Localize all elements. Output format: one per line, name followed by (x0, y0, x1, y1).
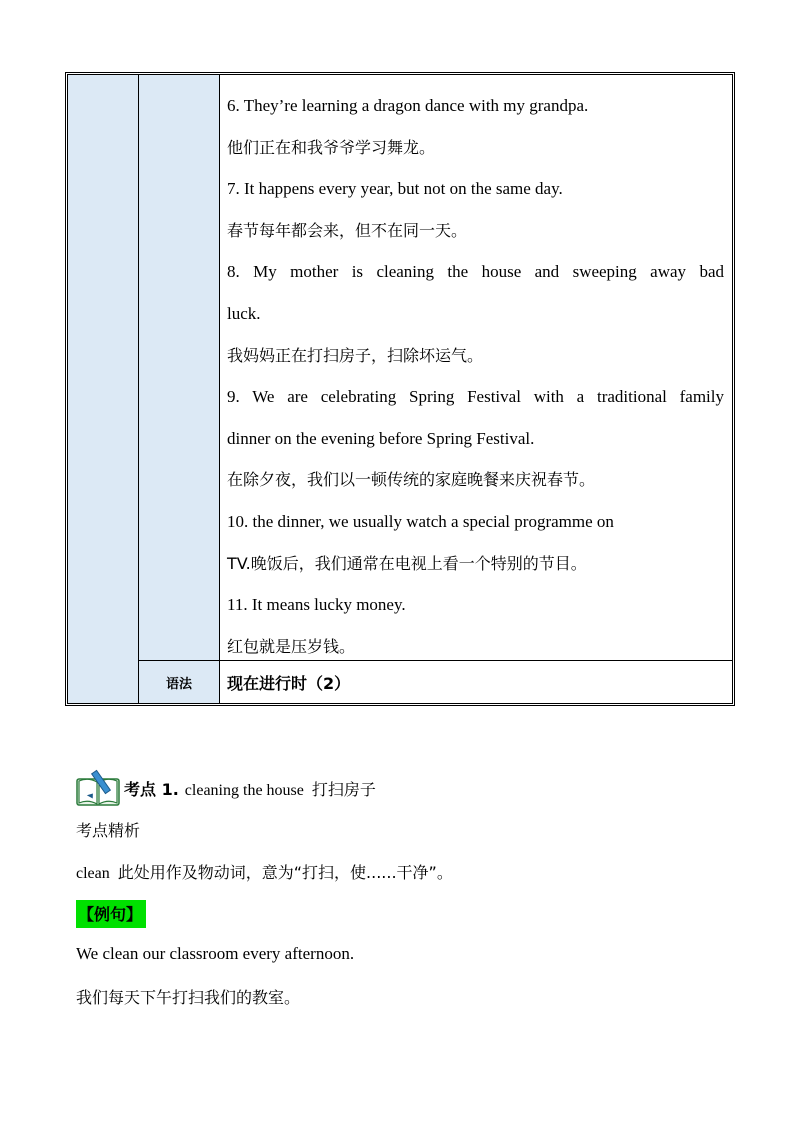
sentence-line: 8. My mother is cleaning the house and sweeping away bad (227, 262, 724, 282)
kaodian-text (185, 777, 376, 800)
kaodian-en: cleaning the house (184, 781, 304, 799)
sentence-line: 我妈妈正在打扫房子，扫除坏运气。 (227, 345, 484, 365)
table-label-column (139, 75, 220, 661)
analysis-heading: 考点精析 (76, 821, 141, 840)
sentence-line: TV.晚饭后，我们通常在电视上看一个特别的节目。 (227, 553, 587, 573)
explain-line (76, 860, 736, 883)
sentences-cell (220, 75, 732, 661)
book-pencil-icon (76, 769, 120, 807)
explain-text: 此处用作及物动词，意为“打扫，使......干净”。 (117, 863, 453, 882)
sentence-line: 7. It happens every year, but not on the same day. (227, 179, 563, 199)
sentence-line: luck. (227, 303, 261, 323)
grammar-value: 现在进行时（2） (227, 673, 351, 693)
sentence-line: 他们正在和我爷爷学习舞龙。 (227, 137, 436, 157)
vocab-table (67, 74, 733, 704)
example-chinese: 我们每天下午打扫我们的教室。 (76, 988, 301, 1007)
sentence-line: dinner on the evening before Spring Festival. (227, 428, 535, 448)
table-left-column (68, 75, 139, 703)
sentence-line: 在除夕夜，我们以一顿传统的家庭晚餐来庆祝春节。 (227, 470, 596, 490)
grammar-label: 语法 (139, 661, 220, 703)
explain-word: clean (76, 865, 110, 882)
sentence-line: 6. They’re learning a dragon dance with my grandpa. (227, 96, 589, 115)
kaodian-zh: 打扫房子 (311, 779, 376, 799)
kaodian-row (76, 768, 736, 808)
sentence-line: 11. It means lucky money. (227, 595, 406, 615)
example-english: We clean our classroom every afternoon. (76, 944, 355, 963)
kaodian-title: 考点 1. (124, 779, 179, 799)
example-tag: 【例句】 (76, 900, 146, 928)
sentence-line: 红包就是压岁钱。 (227, 636, 356, 656)
sentence-line: 10. the dinner, we usually watch a special programme on (227, 511, 614, 531)
sentence-line: 9. We are celebrating Spring Festival with a traditional family (227, 387, 724, 407)
sentence-line: 春节每年都会来，但不在同一天。 (227, 220, 468, 240)
